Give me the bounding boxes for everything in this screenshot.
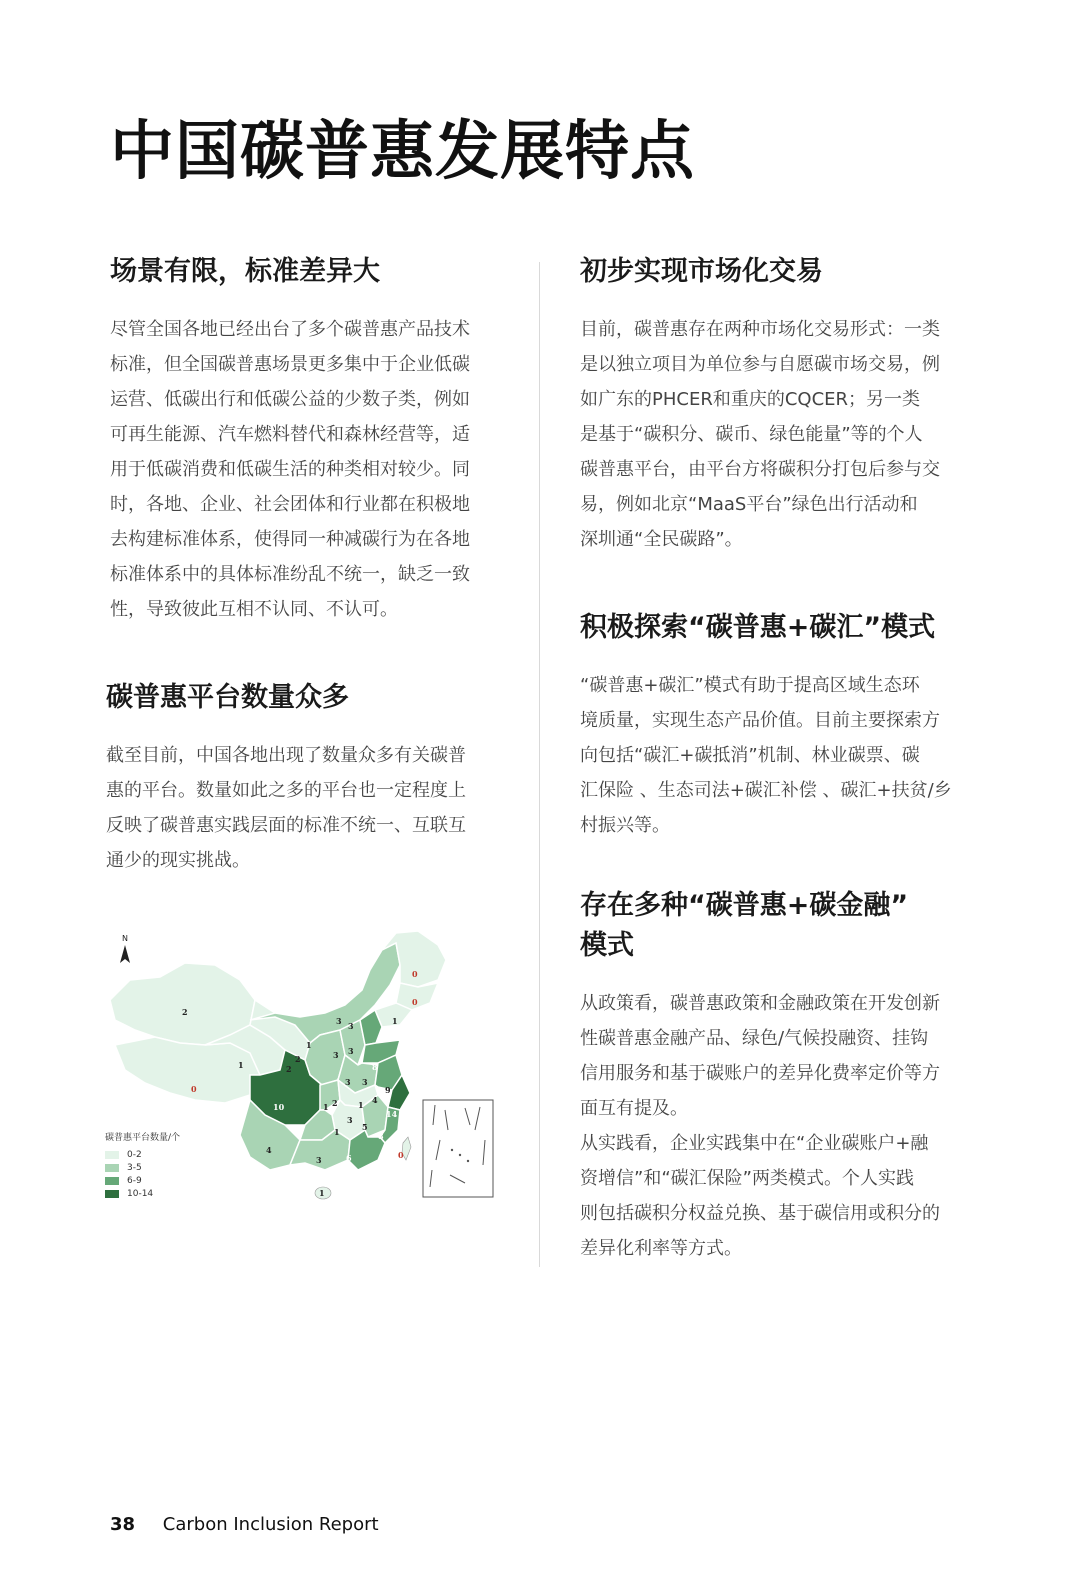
region-number: 2 (286, 1064, 292, 1074)
page-footer (110, 1514, 379, 1535)
island-dot (451, 1149, 453, 1151)
legend-label: 6-9 (127, 1175, 142, 1186)
section-heading: 碳普惠平台数量众多 (106, 682, 349, 713)
region-number: 3 (347, 1115, 353, 1125)
paragraph-line: 深圳通“全民碳路”。 (580, 529, 743, 550)
region-number: 8 (372, 1062, 378, 1072)
region-number: 1 (306, 1040, 312, 1050)
legend-swatch (105, 1190, 119, 1198)
legend-swatch (105, 1151, 119, 1159)
region-number: 3 (316, 1155, 322, 1165)
region-number: 1 (319, 1188, 325, 1198)
region-number: 14 (386, 1109, 398, 1119)
section-heading: 场景有限，标准差异大 (110, 256, 380, 287)
paragraph-line: 去构建标准体系，使得同一种减碳行为在各地 (110, 529, 470, 550)
paragraph-line: 则包括碳积分权益兑换、基于碳信用或积分的 (580, 1203, 940, 1224)
region-number: 3 (336, 1016, 342, 1026)
right-section-carbon-sink (580, 608, 980, 843)
paragraph-line: 标准体系中的具体标准纷乱不统一，缺乏一致 (110, 564, 470, 585)
region-number: 5 (362, 1122, 368, 1132)
paragraph-line: 性，导致彼此互相不认同、不认可。 (110, 599, 398, 620)
paragraph-line: 资增信”和“碳汇保险”两类模式。个人实践 (580, 1168, 914, 1189)
page-number: 38 (110, 1514, 136, 1535)
left-section-platforms (106, 678, 501, 878)
region-number: 3 (348, 1046, 354, 1056)
region-number: 1 (323, 1102, 329, 1112)
paragraph-line: 差异化利率等方式。 (580, 1238, 742, 1259)
legend-item (105, 1161, 180, 1174)
paragraph-line: 从实践看，企业实践集中在“企业碳账户+融 (580, 1133, 929, 1154)
region-number: 8 (378, 1131, 384, 1141)
region-number: 3 (345, 1077, 351, 1087)
section-heading-line2: 模式 (580, 930, 634, 961)
paragraph-line: 时，各地、企业、社会团体和行业都在积极地 (110, 494, 470, 515)
paragraph-line: 从政策看，碳普惠政策和金融政策在开发创新 (580, 993, 940, 1014)
region-number: 2 (332, 1098, 338, 1108)
paragraph-line: 通少的现实挑战。 (106, 850, 250, 871)
paragraph-line: 目前，碳普惠存在两种市场化交易形式：一类 (580, 319, 940, 340)
region-number: 2 (182, 1007, 188, 1017)
legend-swatch (105, 1164, 119, 1172)
region-number: 3 (348, 1021, 354, 1031)
report-name: Carbon Inclusion Report (162, 1514, 379, 1535)
legend-item (105, 1187, 180, 1200)
right-section-market-trading (580, 252, 975, 557)
south-sea-inset (423, 1100, 493, 1197)
page-title: 中国碳普惠发展特点 (110, 115, 695, 189)
map-legend (105, 1130, 180, 1200)
region-number: 0 (191, 1084, 197, 1094)
region-number: 0 (398, 1150, 404, 1160)
paragraph-line: 易，例如北京“MaaS平台”绿色出行活动和 (580, 494, 918, 515)
right-section-carbon-finance (580, 886, 980, 1266)
region-number: 2 (295, 1054, 301, 1064)
legend-item (105, 1174, 180, 1187)
paragraph-line: 面互有提及。 (580, 1098, 688, 1119)
paragraph-line: 村振兴等。 (580, 815, 670, 836)
region-number: 0 (412, 997, 418, 1007)
region-number: 3 (333, 1050, 339, 1060)
column-divider (539, 262, 540, 1267)
paragraph-line: 可再生能源、汽车燃料替代和森林经营等，适 (110, 424, 470, 445)
paragraph-line: 境质量，实现生态产品价值。目前主要探索方 (580, 710, 940, 731)
north-label: N (122, 934, 128, 943)
legend-label: 3-5 (127, 1162, 142, 1173)
region-number: 1 (334, 1127, 340, 1137)
paragraph-line: 用于低碳消费和低碳生活的种类相对较少。同 (110, 459, 470, 480)
region-number: 3 (362, 1077, 368, 1087)
paragraph-line: 是基于“碳积分、碳币、绿色能量”等的个人 (580, 424, 923, 445)
paragraph-line: 尽管全国各地已经出台了多个碳普惠产品技术 (110, 319, 470, 340)
paragraph-line: 信用服务和基于碳账户的差异化费率定价等方 (580, 1063, 940, 1084)
paragraph-line: 汇保险 、生态司法+碳汇补偿 、碳汇+扶贫/乡 (580, 780, 952, 801)
paragraph-line: 反映了碳普惠实践层面的标准不统一、互联互 (106, 815, 466, 836)
paragraph-line: 向包括“碳汇+碳抵消”机制、林业碳票、碳 (580, 745, 920, 766)
paragraph-line: 是以独立项目为单位参与自愿碳市场交易，例 (580, 354, 940, 375)
north-arrow-icon (120, 945, 130, 963)
region-number: 4 (266, 1145, 272, 1155)
region-number: 1 (358, 1100, 364, 1110)
paragraph-line: 如广东的PHCER和重庆的CQCER；另一类 (580, 389, 921, 410)
region-number: 1 (392, 1016, 398, 1026)
region-number: 10 (273, 1102, 285, 1112)
legend-swatch (105, 1177, 119, 1185)
region-number: 6 (346, 1153, 352, 1163)
paragraph-line: 截至目前，中国各地出现了数量众多有关碳普 (106, 745, 466, 766)
legend-label: 0-2 (127, 1149, 142, 1160)
legend-title: 碳普惠平台数量/个 (105, 1133, 181, 1143)
section-heading-line1: 存在多种“碳普惠+碳金融” (580, 890, 909, 921)
region-number: 1 (238, 1060, 244, 1070)
region-number: 0 (412, 969, 418, 979)
section-heading: 积极探索“碳普惠+碳汇”模式 (580, 612, 936, 643)
paragraph-line: “碳普惠+碳汇”模式有助于提高区域生态环 (580, 675, 920, 696)
paragraph-line: 碳普惠平台，由平台方将碳积分打包后参与交 (580, 459, 940, 480)
region-number: 9 (385, 1085, 391, 1095)
legend-label: 10-14 (127, 1188, 154, 1199)
island-dot (459, 1154, 461, 1156)
legend-item (105, 1148, 180, 1161)
region-number: 4 (372, 1095, 378, 1105)
island-dot (467, 1160, 469, 1162)
paragraph-line: 性碳普惠金融产品、绿色/气候投融资、挂钩 (580, 1028, 929, 1049)
paragraph-line: 运营、低碳出行和低碳公益的少数子类，例如 (110, 389, 470, 410)
paragraph-line: 惠的平台。数量如此之多的平台也一定程度上 (106, 780, 466, 801)
left-section-limited-scenarios (110, 252, 505, 627)
paragraph-line: 标准，但全国碳普惠场景更多集中于企业低碳 (110, 354, 470, 375)
section-heading: 初步实现市场化交易 (580, 256, 823, 287)
